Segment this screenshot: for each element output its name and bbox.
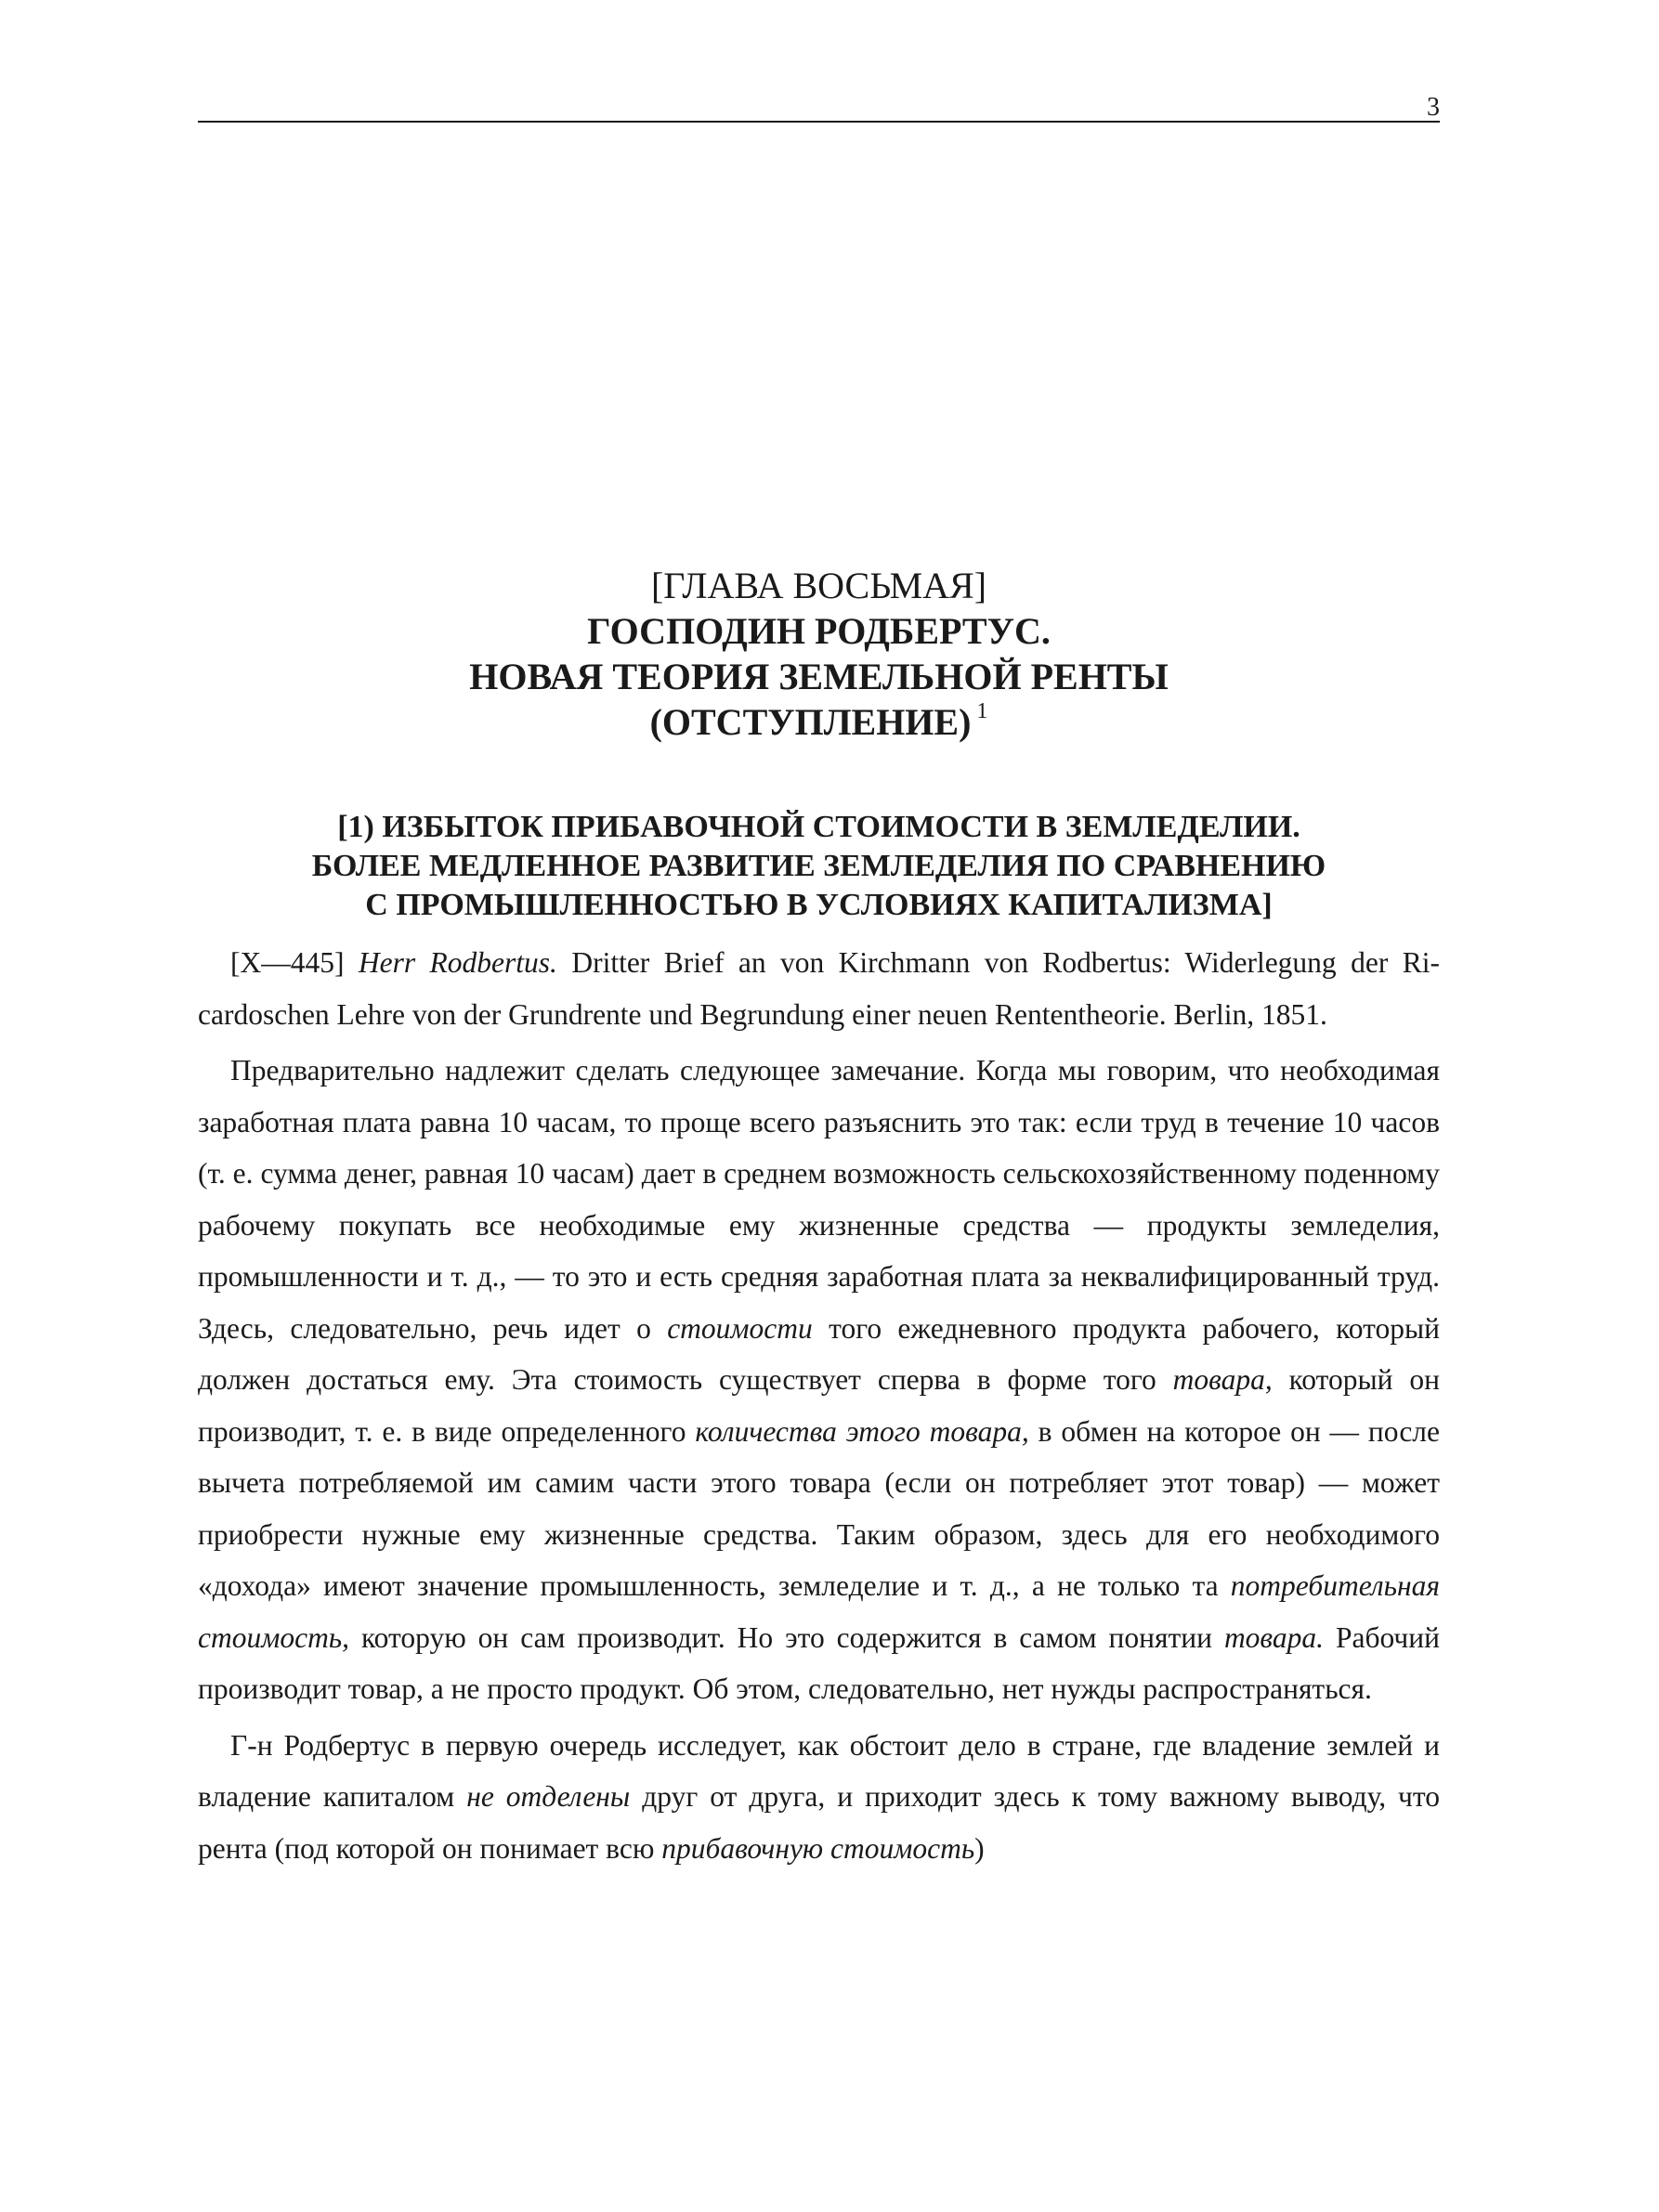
italic-emphasis: прибавочную стоимость bbox=[661, 1831, 975, 1865]
italic-emphasis: товара, bbox=[1172, 1363, 1273, 1396]
page-number: 3 bbox=[1427, 93, 1440, 122]
paragraph-2 bbox=[198, 1045, 1440, 1715]
text-run: [X—445] bbox=[230, 946, 359, 979]
paragraph-1 bbox=[198, 937, 1440, 1040]
footnote-marker[interactable]: 1 bbox=[976, 699, 988, 723]
text-run: который он производит, т. е. в виде определенного bbox=[198, 1363, 1440, 1448]
body-text bbox=[198, 937, 1440, 1874]
section-title-line-3: С ПРОМЫШЛЕННОСТЬЮ В УСЛОВИЯХ КАПИТАЛИЗМА] bbox=[365, 888, 1273, 922]
italic-emphasis: товара. bbox=[1223, 1620, 1325, 1654]
chapter-heading bbox=[198, 563, 1440, 745]
text-run: которую он сам производит. Но это содержится в самом понятии bbox=[349, 1620, 1224, 1654]
chapter-title-line-1: ГОСПОДИН РОДБЕРТУС. bbox=[587, 610, 1051, 652]
text-run: друг от друга, и приходит здесь к тому важному выводу, что рента (под которой он понимает всю bbox=[198, 1780, 1441, 1865]
paragraph-3 bbox=[198, 1720, 1440, 1875]
chapter-label: [ГЛАВА ВОСЬМАЯ] bbox=[650, 565, 987, 606]
chapter-title-text: (ОТСТУПЛЕНИЕ) bbox=[649, 701, 972, 743]
text-run: ) bbox=[974, 1831, 985, 1865]
text-run: того ежедневного продукта рабочего, который должен достаться ему. Эта стоимость существует сперва в форме того bbox=[198, 1311, 1440, 1396]
header-rule bbox=[198, 121, 1440, 123]
text-run: Рабочий производит товар, а не просто продукт. Об этом, следовательно, нет нужды распространяться. bbox=[198, 1620, 1440, 1705]
text-run: Г-н Родбертус в первую очередь исследует, как обстоит дело в стране, где владение землей и владение капиталом bbox=[198, 1728, 1440, 1813]
chapter-title-line-3 bbox=[198, 699, 1440, 745]
section-heading bbox=[198, 808, 1440, 925]
section-title-line-2: БОЛЕЕ МЕДЛЕННОЕ РАЗВИТИЕ ЗЕМЛЕДЕЛИЯ ПО СРАВНЕНИЮ bbox=[311, 849, 1326, 883]
text-run: Dritter Brief an von Kirchmann von Rodbertus: Widerlegung der Ricardoschen Lehre von der Grundrente und Begrundung einer neuen Rententheorie. Berlin, 1851. bbox=[198, 946, 1440, 1031]
italic-emphasis: не отделены bbox=[466, 1780, 631, 1813]
section-title-line-1: [1) ИЗБЫТОК ПРИБАВОЧНОЙ СТОИМОСТИ В ЗЕМЛЕДЕЛИИ. bbox=[337, 810, 1300, 844]
text-run: Предварительно надлежит сделать следующее замечание. Когда мы говорим, что необходимая заработная плата равна 10 часам, то проще всего разъяснить это так: если труд в течение 10 часов (т. е. сумма денег, равная 10 часам) дает в среднем возможность сельскохозяйственному поденному рабочему покупать все необходимые ему жизненные средства — продукты земледелия, промышленности и т. д., — то это и есть средняя заработная плата за неквалифицированный труд. Здесь, следовательно, речь идет о bbox=[198, 1054, 1440, 1345]
italic-emphasis: стоимости bbox=[667, 1311, 813, 1345]
italic-emphasis: Herr Rodbertus. bbox=[358, 946, 557, 979]
italic-emphasis: потребительная стоимость, bbox=[198, 1569, 1440, 1654]
italic-emphasis: количества этого товара, bbox=[695, 1414, 1029, 1448]
chapter-title-line-2: НОВАЯ ТЕОРИЯ ЗЕМЕЛЬНОЙ РЕНТЫ bbox=[469, 656, 1169, 697]
text-run: в обмен на которое он — после вычета потребляемой им самим части этого товара (если он потребляет этот товар) — может приобрести нужные ему жизненные средства. Таким образом, здесь для его необходимого «дохода» имеют значение промышленность, земледелие и т. д., а не только та bbox=[198, 1414, 1441, 1602]
